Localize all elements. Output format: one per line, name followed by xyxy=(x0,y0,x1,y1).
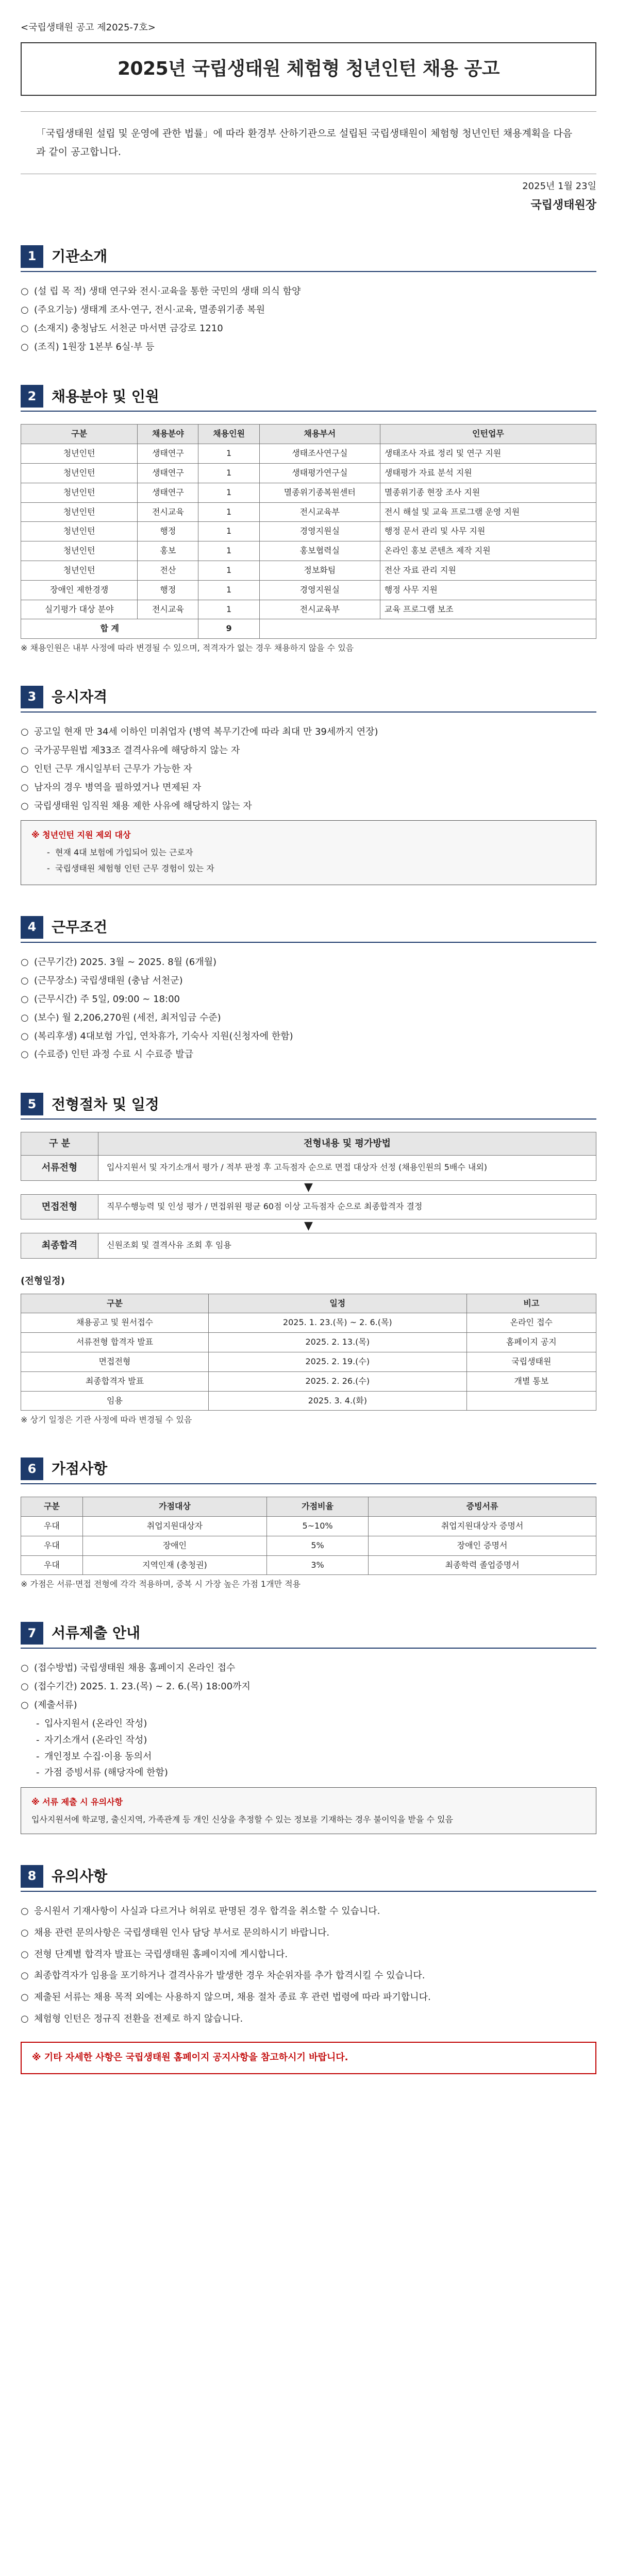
flow-step-body: 직무수행능력 및 인성 평가 / 면접위원 평균 60점 이상 고득점자 순으로 최종합격자 결정 xyxy=(107,1201,423,1211)
flow-header-cell: 구 분 xyxy=(21,1132,98,1155)
table-cell: 취업지원대상자 xyxy=(82,1516,266,1536)
eligibility-item: ○ 국가공무원법 제33조 결격사유에 해당하지 않는 자 xyxy=(21,743,596,758)
signer: 국립생태원장 xyxy=(530,198,596,212)
table-cell: 2025. 2. 26.(수) xyxy=(208,1371,466,1391)
flow-header-cell: 전형내용 및 평가방법 xyxy=(303,1138,391,1149)
table-cell: 최종학력 졸업증명서 xyxy=(369,1555,596,1575)
list-item: ○ 응시원서 기재사항이 사실과 다르거나 허위로 판명된 경우 합격을 취소할 수 있습니다. xyxy=(21,1904,596,1919)
table-cell: 5% xyxy=(266,1536,368,1555)
condition-item: ○ (복리후생) 4대보험 가입, 연차휴가, 기숙사 지원(신청자에 한함) xyxy=(21,1029,596,1044)
section-header-2 xyxy=(21,385,596,412)
table-row xyxy=(21,444,596,464)
list-item: ○ 최종합격자가 임용을 포기하거나 결격사유가 발생한 경우 차순위자를 추가 합격시킬 수 있습니다. xyxy=(21,1969,596,1983)
section-title: 근무조건 xyxy=(52,919,108,936)
table-cell: 청년인턴 xyxy=(21,502,138,522)
condition-item: ○ (보수) 월 2,206,270원 (세전, 최저임금 수준) xyxy=(21,1011,596,1025)
section-title: 가점사항 xyxy=(52,1460,108,1478)
table-cell: 온라인 홍보 콘텐츠 제작 지원 xyxy=(380,541,596,561)
table-cell: 행정 사무 지원 xyxy=(380,580,596,600)
section-number: 4 xyxy=(21,916,43,939)
table-cell: 취업지원대상자 증명서 xyxy=(369,1516,596,1536)
submit-box xyxy=(21,1787,596,1834)
table-cell: 경영지원실 xyxy=(259,580,380,600)
exclusion-box xyxy=(21,820,596,885)
org-item: ○ (소재지) 충청남도 서천군 마서면 금강로 1210 xyxy=(21,321,596,336)
table-cell: 2025. 2. 19.(수) xyxy=(208,1352,466,1371)
box-title: ※ 서류 제출 시 유의사항 xyxy=(31,1797,123,1807)
table-cell: 행정 xyxy=(138,580,198,600)
table-cell: 정보화팀 xyxy=(259,561,380,581)
list-item: ○ 제출된 서류는 채용 목적 외에는 사용하지 않으며, 채용 절차 종료 후 관련 법령에 따라 파기합니다. xyxy=(21,1990,596,2005)
table-row xyxy=(21,1313,596,1333)
announcement-date: 2025년 1월 23일 xyxy=(522,180,596,192)
section-title: 기관소개 xyxy=(52,248,108,265)
section-number: 5 xyxy=(21,1093,43,1115)
table-cell: 청년인턴 xyxy=(21,522,138,541)
table-cell: 우대 xyxy=(21,1516,83,1536)
table-cell: 생태연구 xyxy=(138,444,198,464)
table-cell: 서류전형 합격자 발표 xyxy=(21,1333,209,1352)
arrow-down-icon: ▼ xyxy=(304,1181,313,1194)
table-cell: 전시교육부 xyxy=(259,600,380,619)
box-title: ※ 청년인턴 지원 제외 대상 xyxy=(31,830,131,840)
schedule-title: (전형일정) xyxy=(21,1275,65,1286)
table-cell: 청년인턴 xyxy=(21,561,138,581)
table-cell: 채용공고 및 원서접수 xyxy=(21,1313,209,1333)
list-item: ○ 전형 단계별 합격자 발표는 국립생태원 홈페이지에 게시합니다. xyxy=(21,1947,596,1962)
submit-item: ○ (접수기간) 2025. 1. 23.(목) ~ 2. 6.(목) 18:00까지 xyxy=(21,1680,596,1694)
table-row xyxy=(21,580,596,600)
section-header-4 xyxy=(21,916,596,943)
section-header-6 xyxy=(21,1458,596,1484)
caution-list xyxy=(21,1904,596,2026)
table-cell: 우대 xyxy=(21,1555,83,1575)
table-cell: 1 xyxy=(198,561,259,581)
table-row xyxy=(21,522,596,541)
table-cell: 장애인 증명서 xyxy=(369,1536,596,1555)
table-cell: 전산 xyxy=(138,561,198,581)
table-row xyxy=(21,1352,596,1371)
org-item: ○ (조직) 1원장 1본부 6실·부 등 xyxy=(21,340,596,354)
table-cell: 생태조사 자료 정리 및 연구 지원 xyxy=(380,444,596,464)
list-item: - 자기소개서 (온라인 작성) xyxy=(21,1733,596,1748)
table-cell: 실기평가 대상 분야 xyxy=(21,600,138,619)
table-header: 채용인원 xyxy=(198,425,259,444)
table-header: 구분 xyxy=(21,1294,209,1313)
list-item: - 가점 증빙서류 (해당자에 한함) xyxy=(21,1766,596,1780)
table-row xyxy=(21,600,596,619)
table-row xyxy=(21,1536,596,1555)
box-item: - 국립생태원 체험형 인턴 근무 경험이 있는 자 xyxy=(31,861,586,875)
table-row xyxy=(21,502,596,522)
table-cell: 경영지원실 xyxy=(259,522,380,541)
section-title: 전형절차 및 일정 xyxy=(52,1095,159,1113)
list-item: ○ 체험형 인턴은 정규직 전환을 전제로 하지 않습니다. xyxy=(21,2012,596,2026)
section-number: 3 xyxy=(21,686,43,708)
table-cell: 국립생태원 xyxy=(466,1352,596,1371)
table-cell: 홈페이지 공지 xyxy=(466,1333,596,1352)
section-number: 2 xyxy=(21,385,43,408)
table-cell: 우대 xyxy=(21,1536,83,1555)
table-row xyxy=(21,561,596,581)
flow-step-label: 서류전형 xyxy=(21,1156,98,1180)
flow-step xyxy=(21,1194,596,1220)
bonus-table xyxy=(21,1497,596,1575)
footer-notice: ※ 기타 자세한 사항은 국립생태원 홈페이지 공지사항을 참고하시기 바랍니다. xyxy=(21,2042,596,2074)
table-cell: 행정 문서 관리 및 사무 지원 xyxy=(380,522,596,541)
table-header: 구분 xyxy=(21,1497,83,1517)
table-cell: 전시 해설 및 교육 프로그램 운영 지원 xyxy=(380,502,596,522)
box-item: - 현재 4대 보험에 가입되어 있는 근로자 xyxy=(31,845,586,859)
table-header: 일정 xyxy=(208,1294,466,1313)
arrow-down-icon: ▼ xyxy=(304,1219,313,1233)
table-header: 비고 xyxy=(466,1294,596,1313)
table-cell: 생태연구 xyxy=(138,464,198,483)
table-cell: 온라인 접수 xyxy=(466,1313,596,1333)
table-cell: 전시교육 xyxy=(138,502,198,522)
total-label: 합 계 xyxy=(21,619,198,639)
table-cell: 지역인재 (충청권) xyxy=(82,1555,266,1575)
table-row xyxy=(21,1371,596,1391)
table-cell: 1 xyxy=(198,502,259,522)
table-cell: 청년인턴 xyxy=(21,444,138,464)
table-cell: 행정 xyxy=(138,522,198,541)
recruit-table xyxy=(21,424,596,639)
table-row xyxy=(21,1333,596,1352)
table-cell: 생태평가 자료 분석 지원 xyxy=(380,464,596,483)
table-cell: 1 xyxy=(198,444,259,464)
section-title: 유의사항 xyxy=(52,1868,108,1885)
table-row xyxy=(21,1555,596,1575)
condition-item: ○ (근무시간) 주 5일, 09:00 ~ 18:00 xyxy=(21,992,596,1007)
schedule-table xyxy=(21,1294,596,1411)
section-header-7 xyxy=(21,1622,596,1649)
section-header-5 xyxy=(21,1093,596,1120)
table-cell: 생태연구 xyxy=(138,483,198,502)
table-header: 구분 xyxy=(21,425,138,444)
section-header-3 xyxy=(21,686,596,713)
table-row xyxy=(21,464,596,483)
table-cell: 1 xyxy=(198,464,259,483)
table-cell: 전산 자료 관리 지원 xyxy=(380,561,596,581)
table-cell: 홍보 xyxy=(138,541,198,561)
flow-step xyxy=(21,1233,596,1259)
condition-item: ○ (수료증) 인턴 과정 수료 시 수료증 발급 xyxy=(21,1047,596,1062)
recruit-note: ※ 채용인원은 내부 사정에 따라 변경될 수 있으며, 적격자가 없는 경우 채용하지 않을 수 있음 xyxy=(21,643,354,653)
org-item: ○ (주요기능) 생태계 조사·연구, 전시·교육, 멸종위기종 복원 xyxy=(21,303,596,317)
eligibility-item: ○ 국립생태원 임직원 채용 제한 사유에 해당하지 않는 자 xyxy=(21,799,596,814)
section-number: 7 xyxy=(21,1622,43,1645)
table-header: 채용부서 xyxy=(259,425,380,444)
section-number: 1 xyxy=(21,245,43,268)
table-cell: 전시교육부 xyxy=(259,502,380,522)
table-cell: 멸종위기종복원센터 xyxy=(259,483,380,502)
box-body: 입사지원서에 학교명, 출신지역, 가족관계 등 개인 신상을 추정할 수 있는 정보를 기재하는 경우 불이익을 받을 수 있음 xyxy=(31,1814,453,1824)
table-header: 증빙서류 xyxy=(369,1497,596,1517)
condition-item: ○ (근무장소) 국립생태원 (충남 서천군) xyxy=(21,974,596,988)
table-cell: 1 xyxy=(198,522,259,541)
eligibility-item: ○ 인턴 근무 개시일부터 근무가 가능한 자 xyxy=(21,762,596,776)
table-cell: 2025. 2. 13.(목) xyxy=(208,1333,466,1352)
table-row xyxy=(21,483,596,502)
table-cell: 청년인턴 xyxy=(21,541,138,561)
table-cell: 2025. 1. 23.(목) ~ 2. 6.(목) xyxy=(208,1313,466,1333)
intro-text: 「국립생태원 설립 및 운영에 관한 법률」에 따라 환경부 산하기관으로 설립된 국립생태원이 체험형 청년인턴 채용계획을 다음과 같이 공고합니다. xyxy=(21,111,596,174)
section-number: 8 xyxy=(21,1865,43,1888)
section-header-8 xyxy=(21,1865,596,1892)
flow-header xyxy=(21,1132,596,1156)
submit-item: ○ (접수방법) 국립생태원 채용 홈페이지 온라인 접수 xyxy=(21,1661,596,1675)
table-cell: 1 xyxy=(198,580,259,600)
table-cell: 1 xyxy=(198,541,259,561)
table-header: 가점대상 xyxy=(82,1497,266,1517)
table-cell: 3% xyxy=(266,1555,368,1575)
list-item: ○ 채용 관련 문의사항은 국립생태원 인사 담당 부서로 문의하시기 바랍니다. xyxy=(21,1926,596,1940)
table-row xyxy=(21,541,596,561)
submit-item: ○ (제출서류) xyxy=(21,1698,596,1713)
table-cell: 교육 프로그램 보조 xyxy=(380,600,596,619)
schedule-note: ※ 상기 일정은 기관 사정에 따라 변경될 수 있음 xyxy=(21,1415,192,1425)
table-cell xyxy=(466,1391,596,1411)
flow-step-label: 최종합격 xyxy=(21,1233,98,1258)
docs-list xyxy=(21,1717,596,1781)
table-cell: 개별 통보 xyxy=(466,1371,596,1391)
table-cell: 임용 xyxy=(21,1391,209,1411)
table-cell: 생태평가연구실 xyxy=(259,464,380,483)
total-value: 9 xyxy=(198,619,259,639)
table-row xyxy=(21,1391,596,1411)
table-cell: 장애인 제한경쟁 xyxy=(21,580,138,600)
table-header: 가점비율 xyxy=(266,1497,368,1517)
table-cell: 멸종위기종 현장 조사 지원 xyxy=(380,483,596,502)
table-cell: 청년인턴 xyxy=(21,464,138,483)
table-cell: 청년인턴 xyxy=(21,483,138,502)
org-item: ○ (설 립 목 적) 생태 연구와 전시·교육을 통한 국민의 생태 의식 함양 xyxy=(21,284,596,299)
table-cell: 면접전형 xyxy=(21,1352,209,1371)
table-cell: 홍보협력실 xyxy=(259,541,380,561)
eligibility-item: ○ 공고일 현재 만 34세 이하인 미취업자 (병역 복무기간에 따라 최대 만 39세까지 연장) xyxy=(21,725,596,739)
section-header-1 xyxy=(21,245,596,272)
table-header: 인턴업무 xyxy=(380,425,596,444)
table-cell: 1 xyxy=(198,600,259,619)
list-item: - 입사지원서 (온라인 작성) xyxy=(21,1717,596,1731)
table-cell: 장애인 xyxy=(82,1536,266,1555)
table-cell: 최종합격자 발표 xyxy=(21,1371,209,1391)
table-cell: 2025. 3. 4.(화) xyxy=(208,1391,466,1411)
section-title: 서류제출 안내 xyxy=(52,1624,141,1642)
table-row xyxy=(21,1516,596,1536)
flow-step xyxy=(21,1155,596,1181)
condition-item: ○ (근무기간) 2025. 3월 ~ 2025. 8월 (6개월) xyxy=(21,955,596,970)
section-number: 6 xyxy=(21,1458,43,1480)
table-cell: 5~10% xyxy=(266,1516,368,1536)
section-title: 채용분야 및 인원 xyxy=(52,387,159,405)
section-title: 응시자격 xyxy=(52,688,108,706)
list-item: - 개인정보 수집·이용 동의서 xyxy=(21,1750,596,1764)
table-cell: 1 xyxy=(198,483,259,502)
eligibility-item: ○ 남자의 경우 병역을 필하였거나 면제된 자 xyxy=(21,781,596,795)
table-cell: 전시교육 xyxy=(138,600,198,619)
flow-step-body: 입사지원서 및 자기소개서 평가 / 적부 판정 후 고득점자 순으로 면접 대상자 선정 (채용인원의 5배수 내외) xyxy=(107,1162,488,1173)
flow-step-body: 신원조회 및 결격사유 조회 후 임용 xyxy=(107,1240,231,1250)
table-cell: 생태조사연구실 xyxy=(259,444,380,464)
announcement-number: <국립생태원 공고 제2025-7호> xyxy=(21,22,156,33)
flow-step-label: 면접전형 xyxy=(21,1195,98,1219)
bonus-note: ※ 가점은 서류·면접 전형에 각각 적용하며, 중복 시 가장 높은 가점 1개만 적용 xyxy=(21,1579,301,1589)
page-title: 2025년 국립생태원 체험형 청년인턴 채용 공고 xyxy=(21,42,596,96)
table-header: 채용분야 xyxy=(138,425,198,444)
